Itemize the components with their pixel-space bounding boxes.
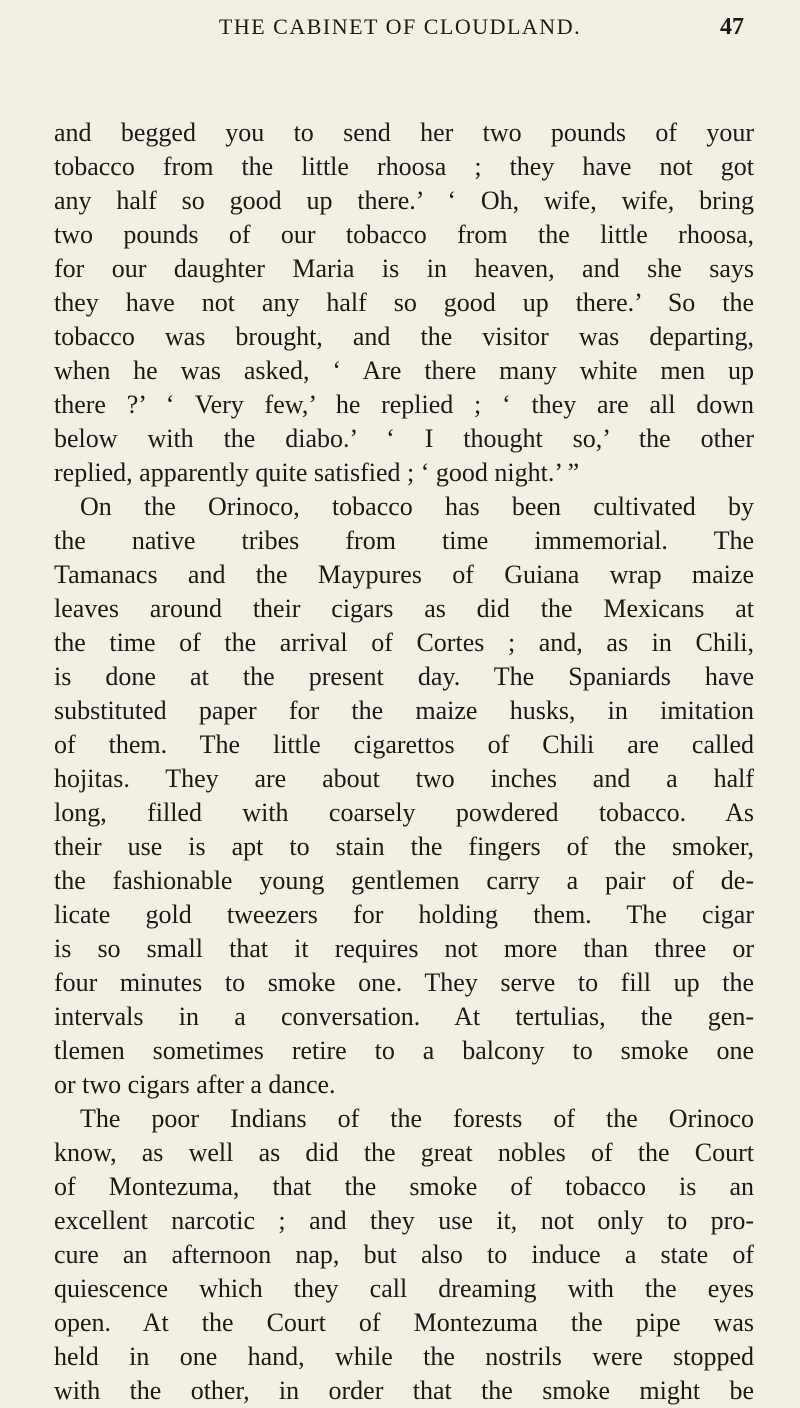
- text-line: cure an afternoon nap, but also to induce a state of: [54, 1240, 754, 1269]
- text-line: or two cigars after a dance.: [54, 1070, 336, 1099]
- body-text: [54, 116, 754, 1408]
- text-line: Tamanacs and the Maypures of Guiana wrap maize: [54, 560, 754, 589]
- text-line: of them. The little cigarettos of Chili are called: [54, 730, 754, 759]
- text-line: when he was asked, ‘ Are there many white men up: [54, 356, 754, 385]
- running-title: THE CABINET OF CLOUDLAND.: [218, 14, 582, 39]
- text-line: is so small that it requires not more than three or: [54, 934, 754, 963]
- text-line: know, as well as did the great nobles of the Court: [54, 1138, 754, 1167]
- text-line: intervals in a conversation. At tertulias, the gen-: [54, 1002, 754, 1031]
- text-line: hojitas. They are about two inches and a half: [54, 764, 754, 793]
- text-line: they have not any half so good up there.’ So the: [54, 288, 754, 317]
- text-line: tobacco was brought, and the visitor was departing,: [54, 322, 754, 351]
- text-line: the time of the arrival of Cortes ; and, as in Chili,: [54, 628, 754, 657]
- text-line: quiescence which they call dreaming with the eyes: [54, 1274, 754, 1303]
- text-line: leaves around their cigars as did the Mexicans at: [54, 594, 754, 623]
- text-line: their use is apt to stain the fingers of the smoker,: [54, 832, 754, 861]
- text-line: The poor Indians of the forests of the Orinoco: [80, 1104, 754, 1133]
- page-number: 47: [720, 14, 744, 40]
- text-line: excellent narcotic ; and they use it, not only to pro-: [54, 1206, 754, 1235]
- text-line: tobacco from the little rhoosa ; they have not got: [54, 152, 754, 181]
- text-line: held in one hand, while the nostrils were stopped: [54, 1342, 754, 1371]
- text-line: two pounds of our tobacco from the little rhoosa,: [54, 220, 754, 249]
- text-line: of Montezuma, that the smoke of tobacco is an: [54, 1172, 754, 1201]
- text-line: replied, apparently quite satisfied ; ‘ good night.’ ”: [54, 458, 580, 487]
- text-line: the fashionable young gentlemen carry a pair of de-: [54, 866, 754, 895]
- text-line: and begged you to send her two pounds of your: [54, 118, 754, 147]
- text-line: long, filled with coarsely powdered tobacco. As: [54, 798, 754, 827]
- text-line: is done at the present day. The Spaniards have: [54, 662, 754, 691]
- text-line: with the other, in order that the smoke might be: [54, 1376, 754, 1405]
- text-line: the native tribes from time immemorial. The: [54, 526, 754, 555]
- text-line: On the Orinoco, tobacco has been cultivated by: [80, 492, 754, 521]
- text-line: substituted paper for the maize husks, in imitation: [54, 696, 754, 725]
- text-line: for our daughter Maria is in heaven, and she says: [54, 254, 754, 283]
- text-line: open. At the Court of Montezuma the pipe was: [54, 1308, 754, 1337]
- running-head: [56, 14, 744, 46]
- text-line: there ?’ ‘ Very few,’ he replied ; ‘ they are all down: [54, 390, 754, 419]
- text-line: tlemen sometimes retire to a balcony to smoke one: [54, 1036, 754, 1065]
- text-line: licate gold tweezers for holding them. The cigar: [54, 900, 754, 929]
- text-line: below with the diabo.’ ‘ I thought so,’ the other: [54, 424, 754, 453]
- text-line: any half so good up there.’ ‘ Oh, wife, wife, bring: [54, 186, 754, 215]
- text-line: four minutes to smoke one. They serve to fill up the: [54, 968, 754, 997]
